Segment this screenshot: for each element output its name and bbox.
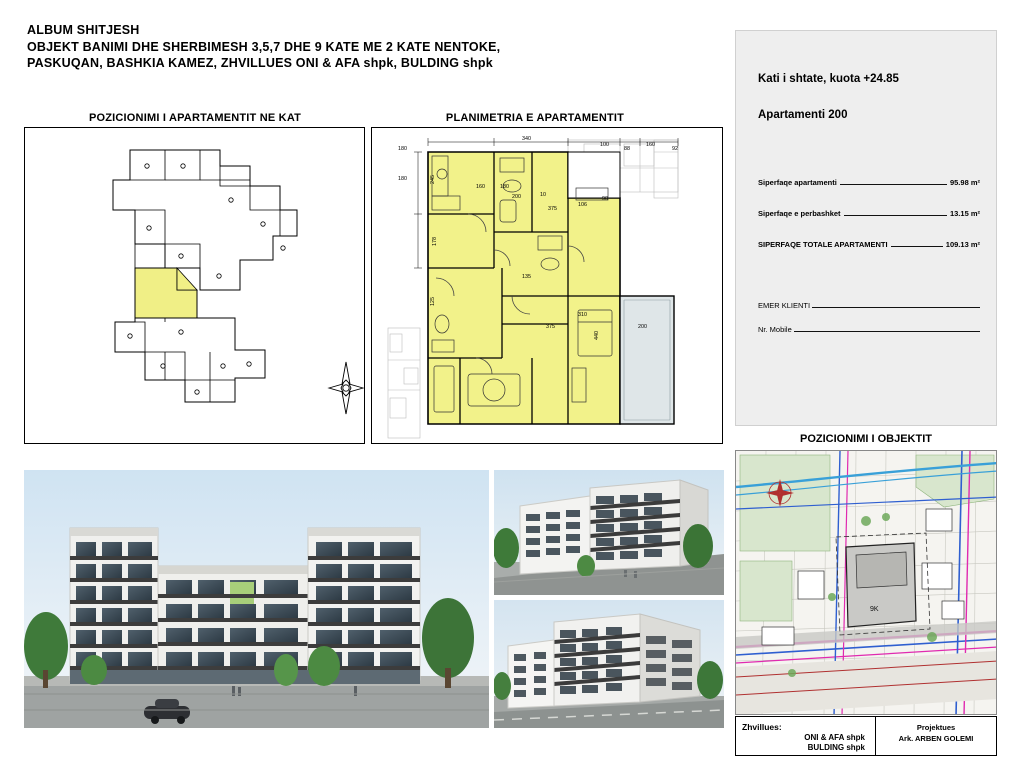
- svg-text:160: 160: [646, 142, 655, 148]
- developer-block: [736, 717, 876, 755]
- svg-text:90: 90: [602, 196, 608, 202]
- client-name-rule: [812, 299, 980, 308]
- apartment-info-panel: [735, 30, 997, 426]
- svg-text:160: 160: [476, 184, 485, 190]
- floor-level-label: Kati i shtate, kuota +24.85: [758, 73, 899, 85]
- title-line-2: OBJEKT BANIMI DHE SHERBIMESH 3,5,7 DHE 9 KATE ME 2 KATE NENTOKE,: [27, 39, 501, 54]
- svg-text:135: 135: [522, 274, 531, 280]
- svg-text:180: 180: [500, 184, 509, 190]
- title-line-1: ALBUM SHITJESH: [27, 23, 140, 37]
- client-mobile-rule: [794, 323, 980, 332]
- north-arrow-icon: [325, 358, 367, 418]
- leader-dots: [844, 208, 947, 216]
- area-value-apartment: 95.98 m²: [949, 178, 980, 187]
- site-plan-panel: [735, 450, 997, 715]
- designer-block: [876, 717, 996, 755]
- svg-text:340: 340: [522, 136, 531, 142]
- svg-text:245: 245: [430, 175, 436, 184]
- apartment-floor-plan: [372, 128, 724, 445]
- area-value-total: 109.13 m²: [945, 240, 980, 249]
- client-name-label: EMER KLIENTI: [758, 301, 811, 310]
- svg-text:100: 100: [600, 142, 609, 148]
- svg-text:180: 180: [398, 146, 407, 152]
- area-row-common: [758, 208, 980, 218]
- svg-text:10: 10: [540, 192, 546, 198]
- svg-text:375: 375: [546, 324, 555, 330]
- developer-name-2: BULDING shpk: [807, 743, 865, 752]
- developer-label: Zhvillues:: [742, 722, 782, 732]
- client-mobile-label: Nr. Mobile: [758, 325, 792, 334]
- svg-text:125: 125: [430, 297, 436, 306]
- sheet-footer: [735, 716, 997, 756]
- floor-key-plan: [35, 140, 355, 432]
- leader-dots: [840, 177, 947, 185]
- svg-text:88: 88: [624, 146, 630, 152]
- svg-text:180: 180: [398, 176, 407, 182]
- svg-text:92: 92: [672, 146, 678, 152]
- title-line-3: PASKUQAN, BASHKIA KAMEZ, ZHVILLUES ONI & AFA shpk, BULDING shpk: [27, 56, 493, 70]
- area-label-total: SIPERFAQE TOTALE APARTAMENTI: [758, 240, 888, 249]
- apartment-plan-title: PLANIMETRIA E APARTAMENTIT: [445, 112, 625, 124]
- client-name-field[interactable]: [758, 299, 980, 310]
- highlighted-apartment: [135, 268, 197, 318]
- designer-name: Ark. ARBEN GOLEMI: [898, 734, 974, 743]
- apartment-plan-panel: [371, 127, 723, 444]
- site-position-title: POZICIONIMI I OBJEKTIT: [799, 433, 932, 445]
- svg-text:310: 310: [578, 312, 587, 318]
- leader-dots: [891, 239, 943, 247]
- designer-label: Projektues: [916, 723, 956, 732]
- client-mobile-field[interactable]: [758, 323, 980, 334]
- svg-text:440: 440: [594, 331, 600, 340]
- area-label-common: Siperfaqe e perbashket: [758, 209, 841, 218]
- area-value-common: 13.15 m²: [949, 209, 980, 218]
- render-aerial-street: [494, 470, 724, 595]
- render-corner-view: [494, 600, 724, 728]
- area-row-total: [758, 239, 980, 249]
- render-main-facade: [24, 470, 489, 728]
- area-label-apartment: Siperfaqe apartamenti: [758, 178, 837, 187]
- balcony: [620, 296, 674, 424]
- area-row-apartment: [758, 177, 980, 187]
- position-in-floor-panel: [24, 127, 365, 444]
- svg-text:375: 375: [548, 206, 557, 212]
- developer-name-1: ONI & AFA shpk: [804, 733, 865, 742]
- svg-text:200: 200: [512, 194, 521, 200]
- position-in-floor-title: POZICIONIMI I APARTAMENTIT NE KAT: [88, 112, 302, 124]
- sheet-title-block: [27, 22, 727, 72]
- building-label: 9K: [870, 606, 879, 613]
- svg-text:106: 106: [578, 202, 587, 208]
- svg-text:178: 178: [432, 237, 438, 246]
- site-plan-drawing: [736, 451, 997, 715]
- apartment-number-label: Apartamenti 200: [758, 109, 848, 121]
- svg-text:200: 200: [638, 324, 647, 330]
